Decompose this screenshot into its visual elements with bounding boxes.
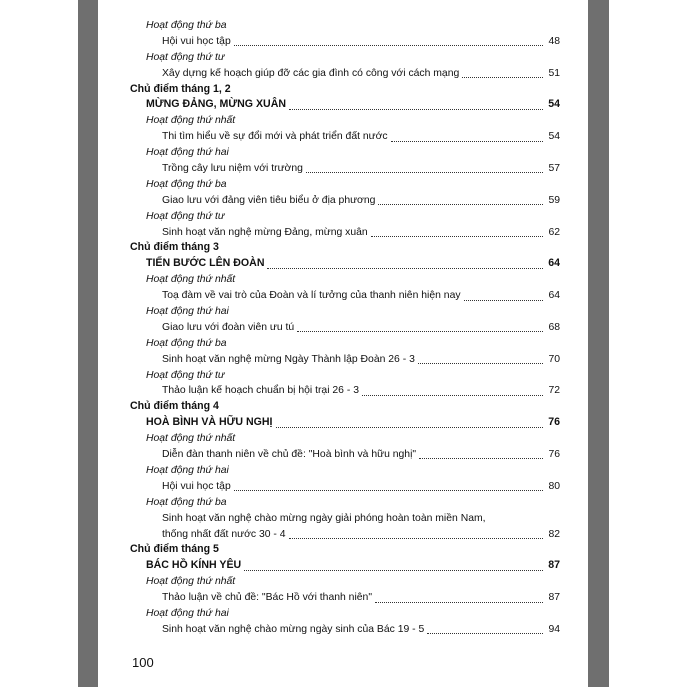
activity-label [130,495,560,511]
entry-text: Thi tìm hiểu về sự đổi mới và phát triển đất nước [162,131,388,143]
page-number: 100 [132,655,154,670]
entry-text: Diễn đàn thanh niên về chủ đề: "Hoà bình và hữu nghị" [162,449,417,461]
entry-text: Toạ đàm về vai trò của Đoàn và lí tưởng của thanh niên hiện nay [162,290,461,302]
dot-leader [464,300,543,301]
entry-text: Hoạt động thứ ba [146,496,227,508]
dot-leader [234,45,543,46]
dot-leader [289,109,543,110]
entry-page-number: 76 [548,449,560,461]
entry-page-number: 54 [548,131,560,143]
entry-page-number: 64 [548,257,560,270]
entry-text: MỪNG ĐẢNG, MỪNG XUÂN [146,98,286,111]
dot-leader [306,172,543,173]
entry-text: thống nhất đất nước 30 - 4 [162,528,286,540]
scan-border-right [588,0,609,687]
entry-text: Hoạt động thứ hai [146,147,229,159]
entry-page-number: 70 [548,353,560,365]
dot-leader [267,268,543,269]
toc-entry [130,479,560,495]
activity-label [130,113,560,129]
toc-entry [130,193,560,209]
entry-text: Hoạt động thứ ba [146,20,227,31]
entry-text: Sinh hoạt văn nghệ mừng Ngày Thành lập Đoàn 26 - 3 [162,353,415,365]
dot-leader [276,427,544,428]
toc-entry [130,225,560,241]
toc-entry [130,129,560,145]
dot-leader [391,141,543,142]
dot-leader [418,363,543,364]
toc-entry [130,383,560,399]
entry-text: Hoạt động thứ hai [146,607,229,619]
dot-leader [427,633,543,634]
entry-text: Chủ điểm tháng 5 [130,543,219,556]
activity-label [130,606,560,622]
activity-label [130,463,560,479]
activity-label [130,145,560,161]
toc-entry [130,622,560,638]
entry-page-number: 80 [548,480,560,492]
toc-entry [130,288,560,304]
toc-entry-line [130,511,560,527]
dot-leader [375,602,543,603]
dot-leader [297,331,543,332]
entry-text: Giao lưu với đoàn viên ưu tú [162,321,295,333]
theme-title [130,558,560,574]
entry-text: Thảo luận kế hoạch chuẩn bị hội trại 26 - 3 [162,385,359,397]
section-heading [130,240,560,256]
entry-text: Hội vui học tập [162,35,231,47]
dot-leader [234,490,543,491]
activity-label [130,431,560,447]
entry-page-number: 72 [548,385,560,397]
dot-leader [289,538,543,539]
section-heading [130,399,560,415]
entry-page-number: 76 [548,416,560,429]
entry-page-number: 82 [548,528,560,540]
entry-page-number: 94 [548,623,560,635]
entry-text: BÁC HỒ KÍNH YÊU [146,559,242,572]
entry-page-number: 87 [548,559,560,572]
toc-entry [130,66,560,82]
activity-label [130,177,560,193]
toc-entry [130,352,560,368]
theme-title [130,97,560,113]
toc-entry [130,320,560,336]
entry-text: Hoạt động thứ tư [146,51,225,63]
entry-page-number: 51 [548,67,560,79]
entry-text: Hoạt động thứ nhất [146,433,236,445]
section-heading [130,542,560,558]
entry-text: Thảo luận về chủ đề: "Bác Hồ với thanh niên" [162,592,373,604]
entry-text: Hoạt động thứ tư [146,369,225,381]
dot-leader [244,570,543,571]
toc-entry [130,161,560,177]
entry-page-number: 59 [548,194,560,206]
entry-page-number: 48 [548,35,560,47]
entry-text: Giao lưu với đảng viên tiêu biểu ở địa phương [162,194,376,206]
entry-text: Chủ điểm tháng 1, 2 [130,82,231,95]
entry-page-number: 64 [548,290,560,302]
toc-entry [130,34,560,50]
entry-text: Trồng cây lưu niệm với trường [162,163,303,175]
dot-leader [371,236,543,237]
entry-text: Hoạt động thứ hai [146,306,229,318]
entry-page-number: 68 [548,321,560,333]
entry-text: Chủ điểm tháng 4 [130,400,219,413]
entry-page-number: 62 [548,226,560,238]
entry-text: Hoạt động thứ ba [146,178,227,190]
toc-entry [130,447,560,463]
toc-entry [130,527,560,543]
activity-label [130,336,560,352]
toc-entry [130,590,560,606]
entry-page-number: 54 [548,98,560,111]
activity-label [130,574,560,590]
scan-border-left [78,0,98,687]
entry-text: HOÀ BÌNH VÀ HỮU NGHỊ [146,416,273,429]
entry-text: Sinh hoạt văn nghệ chào mừng ngày giải phóng hoàn toàn miền Nam, [162,512,486,524]
entry-text: Hoạt động thứ hai [146,464,229,476]
activity-label [130,368,560,384]
theme-title [130,415,560,431]
activity-label [130,209,560,225]
table-of-contents [130,18,560,638]
dot-leader [378,204,543,205]
entry-text: Hoạt động thứ ba [146,337,227,349]
entry-text: Hoạt động thứ nhất [146,115,236,127]
theme-title [130,256,560,272]
activity-label [130,272,560,288]
entry-text: Chủ điểm tháng 3 [130,241,219,254]
activity-label [130,304,560,320]
entry-text: Hoạt động thứ nhất [146,274,236,286]
entry-text: TIẾN BƯỚC LÊN ĐOÀN [146,257,265,270]
entry-text: Sinh hoạt văn nghệ mừng Đảng, mừng xuân [162,226,368,238]
entry-text: Hội vui học tập [162,480,231,492]
dot-leader [462,77,543,78]
entry-text: Hoạt động thứ nhất [146,576,236,588]
entry-text: Xây dựng kế hoạch giúp đỡ các gia đình có công với cách mạng [162,67,460,79]
document-page [98,0,588,687]
entry-page-number: 87 [548,592,560,604]
entry-page-number: 57 [548,163,560,175]
section-heading [130,82,560,98]
dot-leader [419,458,543,459]
dot-leader [362,395,543,396]
entry-text: Hoạt động thứ tư [146,210,225,222]
entry-text: Sinh hoạt văn nghệ chào mừng ngày sinh của Bác 19 - 5 [162,623,425,635]
activity-label [130,50,560,66]
activity-label [130,18,560,34]
